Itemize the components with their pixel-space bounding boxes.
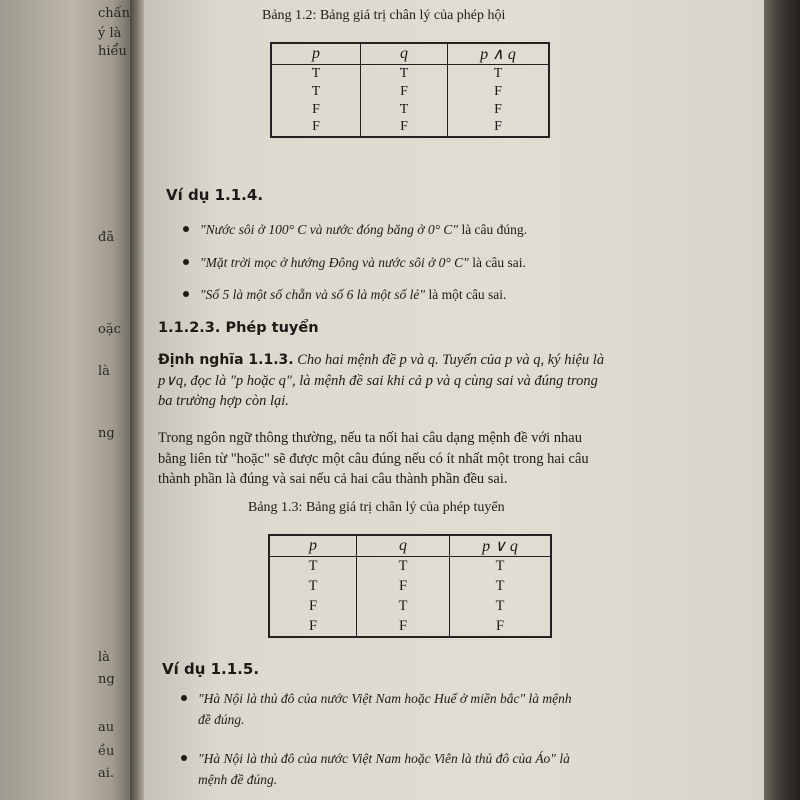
table-cell: F [357,617,450,637]
left-page-edge [0,0,132,800]
table-row [271,83,549,101]
table-cell: F [448,101,550,119]
table-cell: T [357,557,450,577]
left-page-fragment: ng [98,672,115,687]
table-cell: T [271,65,361,83]
table-cell: T [450,597,552,617]
paragraph-line: Trong ngôn ngữ thông thường, nếu ta nối hai câu dạng mệnh đề với nhau [158,430,582,446]
table-row [269,577,551,597]
paragraph [158,428,718,490]
bullet-icon [183,291,189,297]
left-page-fragment: đã [98,230,115,245]
paragraph-line: thành phần là đúng và sai nếu cả hai câu thành phần đều sai. [158,471,508,487]
bullet-icon [181,755,187,761]
list-item [198,688,738,730]
list-item [198,748,738,790]
left-page-fragment: ều [98,744,115,759]
left-page-fragment: hiểu [98,44,127,59]
example-line: "Hà Nội là thủ đô của nước Việt Nam hoặc Huế ở miền bắc" là mệnh [198,691,572,706]
example-line: "Hà Nội là thủ đô của nước Việt Nam hoặc Viên là thủ đô của Áo" là [198,751,570,766]
table-cell: F [269,597,357,617]
table-cell: T [271,83,361,101]
table-header-cell: q [357,535,450,557]
table-header-cell: q [361,43,448,65]
table-1-2-caption: Bảng 1.2: Bảng giá trị chân lý của phép hội [262,8,506,23]
left-page-fragment: ai. [98,766,115,781]
example-tail: là câu đúng. [461,222,528,237]
table-cell: F [450,617,552,637]
table-cell: F [361,83,448,101]
table-cell: T [450,577,552,597]
table-row [269,557,551,577]
table-row [269,617,551,637]
bullet-icon [181,695,187,701]
table-header-cell: p [269,535,357,557]
table-cell: F [271,101,361,119]
table-header-cell: p ∧ q [448,43,550,65]
table-row [271,101,549,119]
example-quote: "Mặt trời mọc ở hướng Đông và nước sôi ở 0° C" [200,255,469,270]
table-cell: F [448,119,550,137]
table-cell: T [357,597,450,617]
example-tail: là một câu sai. [428,287,507,302]
list-item [200,284,720,305]
page-edge-shadow [764,0,800,800]
left-page-fragment: ý là [98,26,122,41]
definition-line: p∨q, đọc là "p hoặc q", là mệnh đề sai khi cả p và q cùng sai và đúng trong [158,372,598,389]
table-1-2 [270,42,550,138]
definition-label: Định nghĩa 1.1.3. [158,352,294,368]
table-cell: F [271,119,361,137]
section-heading: 1.1.2.3. Phép tuyển [158,320,319,336]
table-cell: T [361,101,448,119]
bullet-icon [183,259,189,265]
table-cell: T [448,65,550,83]
table-row [271,119,549,137]
definition-block [158,350,718,412]
table-cell: F [448,83,550,101]
table-1-3-caption: Bảng 1.3: Bảng giá trị chân lý của phép tuyển [248,500,505,515]
table-header-cell: p ∨ q [450,535,552,557]
table-cell: F [361,119,448,137]
table-cell: T [269,577,357,597]
example-line: đề đúng. [198,712,245,727]
left-page-fragment: ng [98,426,115,441]
left-page-fragment: oặc [98,322,121,337]
table-cell: T [450,557,552,577]
bullet-icon [183,226,189,232]
list-item [200,252,720,273]
example-1-1-5-heading: Ví dụ 1.1.5. [162,660,260,678]
table-cell: F [269,617,357,637]
table-row [269,597,551,617]
definition-line: ba trường hợp còn lại. [158,393,289,409]
left-page-fragment: au [98,720,115,735]
table-header-cell: p [271,43,361,65]
definition-line: Cho hai mệnh đề p và q. Tuyển của p và q, ký hiệu là [297,352,605,368]
example-1-1-4-heading: Ví dụ 1.1.4. [166,186,264,204]
book-page [144,0,764,800]
left-page-fragment: là [98,650,110,665]
left-page-fragment: chấn [98,6,130,21]
table-cell: T [361,65,448,83]
list-item [200,219,720,240]
left-page-fragment: là [98,364,110,379]
example-line: mệnh đề đúng. [198,772,278,787]
paragraph-line: bằng liên từ "hoặc" sẽ được một câu đúng nếu có ít nhất một trong hai câu [158,450,589,467]
table-cell: F [357,577,450,597]
table-1-3 [268,534,552,638]
example-tail: là câu sai. [472,255,526,270]
table-row [271,65,549,83]
example-quote: "Nước sôi ở 100° C và nước đóng băng ở 0° C" [200,222,459,237]
example-quote: "Số 5 là một số chẵn và số 6 là một số lẻ" [200,287,426,302]
table-cell: T [269,557,357,577]
